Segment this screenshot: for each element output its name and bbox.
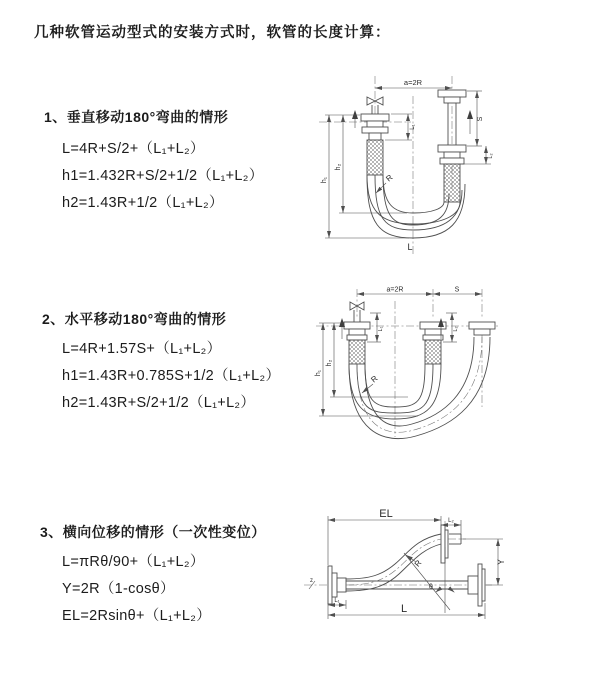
d3-dim-label-l: L: [400, 603, 408, 615]
d2-dim-label-h1: h₁: [315, 369, 322, 377]
d3-mark-z: z: [310, 578, 313, 584]
d2-dim-label-h2: h₂: [326, 359, 333, 367]
d1-dim-label-s: S: [477, 116, 484, 122]
page-title: 几种软管运动型式的安装方式时，软管的长度计算：: [34, 25, 391, 41]
d1-radius-label: [376, 173, 395, 193]
d3-dim-label-el: EL: [379, 508, 393, 520]
d3-l-dimension: [328, 603, 485, 619]
diagram-horizontal-180-bend: [310, 285, 600, 460]
d3-el-dimension: [328, 508, 441, 565]
d1-move-arrow-right: [467, 110, 473, 134]
d1-l2-dimension: [462, 146, 494, 164]
section-1-formula-h1: h1=1.432R+S/2+1/2（L₁+L₂）: [62, 168, 264, 184]
section-1-formula-h2: h2=1.43R+1/2（L₁+L₂）: [62, 195, 224, 211]
d3-s-curve-hose: [346, 534, 441, 591]
section-3-heading: 3、横向位移的情形（一次性变位）: [40, 524, 266, 540]
d2-right-flange: [469, 322, 495, 335]
d2-top-dimensions: [357, 287, 482, 295]
d3-label-theta: θ: [429, 584, 433, 591]
d1-dim-label-l2: L₂: [488, 153, 494, 159]
d2-dim-label-s: S: [454, 286, 460, 294]
d2-dim-label-l2: L₂: [453, 326, 459, 332]
d3-dim-label-y: Y: [496, 558, 506, 566]
d1-dim-label-h1: h₁: [321, 176, 328, 184]
section-3-formula-l: L=πRθ/90+（L₁+L₂）: [62, 554, 205, 570]
section-1-formula-l: L=4R+S/2+（L₁+L₂）: [62, 141, 205, 157]
section-2-formula-h2: h2=1.43R+S/2+1/2（L₁+L₂）: [62, 395, 256, 411]
d1-l1-dimension: [385, 114, 416, 140]
d2-u-bend-moved: [349, 337, 490, 439]
d1-dim-label-h2: h₂: [335, 163, 342, 171]
section-2-formula-h1: h1=1.43R+0.785S+1/2（L₁+L₂）: [62, 368, 281, 384]
diagram-lateral-displacement: [298, 503, 598, 663]
d1-dim-label-a2r: a=2R: [403, 78, 423, 87]
d3-dim-label-l1: L₁: [334, 598, 340, 604]
d3-label-r: R: [412, 558, 424, 569]
d2-middle-flange: [420, 322, 446, 364]
diagram-vertical-180-bend: [315, 72, 585, 257]
d1-label-l: L: [407, 242, 413, 252]
section-2-formula-l: L=4R+1.57S+（L₁+L₂）: [62, 341, 222, 357]
d2-radius-label: [362, 374, 380, 393]
section-2-heading: 2、水平移动180°弯曲的情形: [42, 311, 227, 327]
d2-centerlines: [316, 286, 498, 437]
section-3-formula-el: EL=2Rsinθ+（L₁+L₂）: [62, 608, 212, 624]
d3-top-flange: [441, 525, 461, 563]
section-3-formula-y: Y=2R（1-cosθ）: [62, 581, 175, 597]
d2-label-r: R: [369, 373, 380, 385]
d3-axis-break-mark: [309, 578, 315, 589]
d2-dim-label-a2r: a=2R: [386, 286, 404, 294]
d1-dim-label-l1: L₁: [410, 124, 416, 130]
d1-left-flange: [361, 114, 389, 175]
d3-dim-label-l2: L₂: [448, 518, 454, 524]
section-1-heading: 1、垂直移动180°弯曲的情形: [44, 109, 229, 125]
d1-top-dimension: [375, 78, 452, 88]
d2-dim-label-l1: L₁: [378, 326, 384, 332]
d1-move-arrow-left: [352, 110, 358, 128]
d2-left-flange: [344, 322, 370, 364]
d1-label-r: R: [384, 172, 395, 184]
